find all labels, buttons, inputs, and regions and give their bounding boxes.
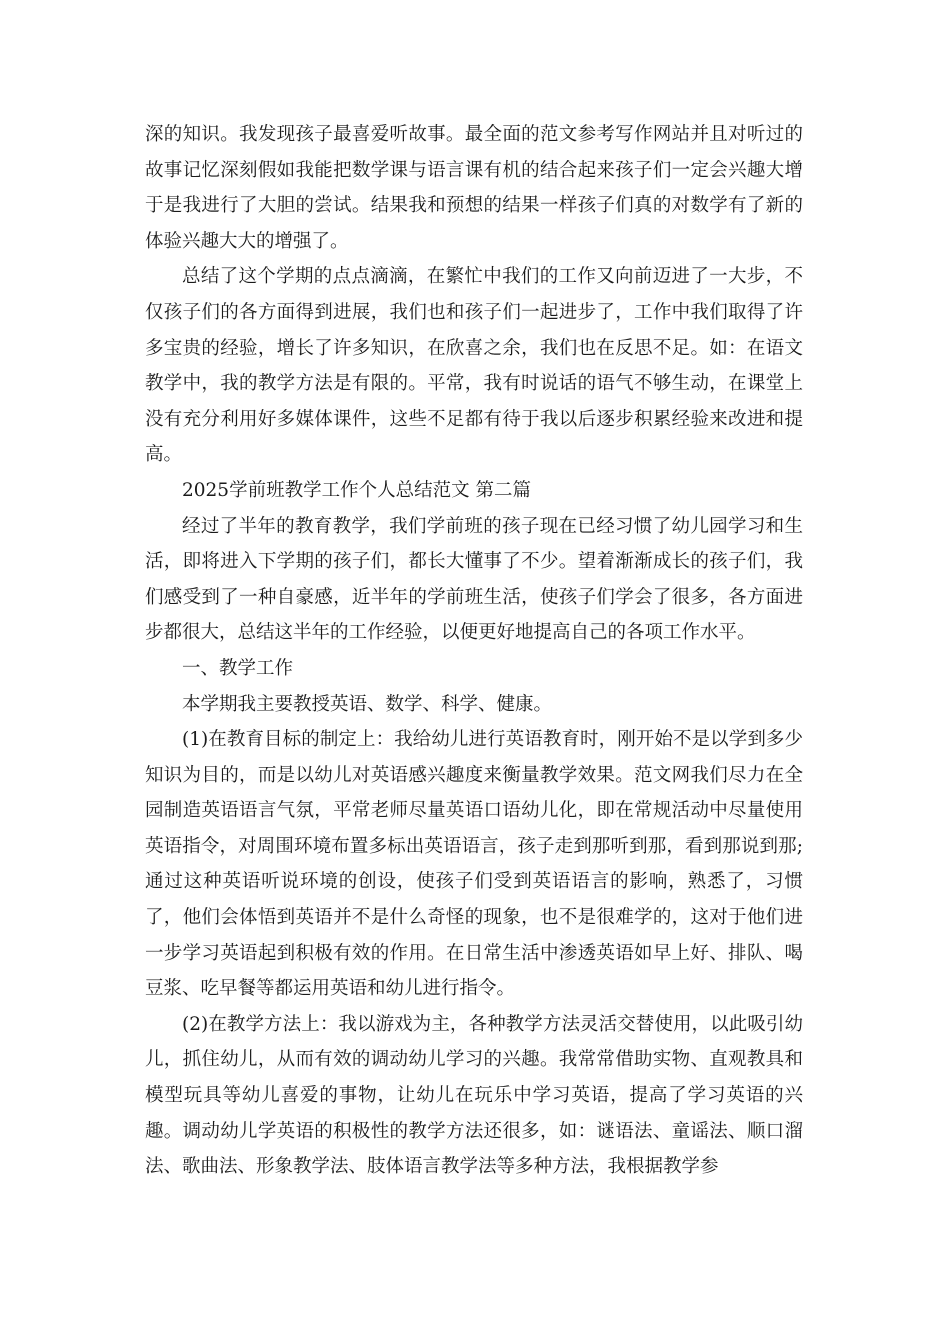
paragraph-item-2: (2)在教学方法上：我以游戏为主，各种教学方法灵活交替使用，以此吸引幼儿，抓住幼儿，从而有效的调动幼儿学习的兴趣。我常常借助实物、直观教具和模型玩具等幼儿喜爱的事物，让幼儿在玩乐中学习英语，提高了学习英语的兴趣。调动幼儿学英语的积极性的教学方法还很多，如：谜语法、童谣法、顺口溜法、歌曲法、形象教学法、肢体语言教学法等多种方法，我根据教学参	[145, 1013, 803, 1178]
paragraph-summary: 总结了这个学期的点点滴滴，在繁忙中我们的工作又向前迈进了一大步，不仅孩子们的各方面得到进展，我们也和孩子们一起进步了，工作中我们取得了许多宝贵的经验，增长了许多知识，在欣喜之余，我们也在反思不足。如：在语文教学中，我的教学方法是有限的。平常，我有时说话的语气不够生动，在课堂上没有充分利用好多媒体课件，这些不足都有待于我以后逐步积累经验来改进和提高。	[145, 266, 803, 466]
subheading-teaching-work: 一、教学工作	[182, 657, 294, 679]
document-body	[145, 117, 803, 1185]
paragraph-intro: 经过了半年的教育教学，我们学前班的孩子现在已经习惯了幼儿园学习和生活，即将进入下学期的孩子们，都长大懂事了不少。望着渐渐成长的孩子们，我们感受到了一种自豪感，近半年的学前班生活，使孩子们学会了很多，各方面进步都很大，总结这半年的工作经验，以便更好地提高自己的各项工作水平。	[145, 515, 803, 644]
section-title: 2025学前班教学工作个人总结范文 第二篇	[182, 479, 531, 501]
paragraph-subjects: 本学期我主要教授英语、数学、科学、健康。	[182, 693, 553, 715]
paragraph-item-1: (1)在教育目标的制定上：我给幼儿进行英语教育时，刚开始不是以学到多少知识为目的，而是以幼儿对英语感兴趣度来衡量教学效果。范文网我们尽力在全园制造英语语言气氛，平常老师尽量英语口语幼儿化，即在常规活动中尽量使用英语指令，对周围环境布置多标出英语语言，孩子走到那听到那，看到那说到那;通过这种英语听说环境的创设，使孩子们受到英语语言的影响，熟悉了，习惯了，他们会体悟到英语并不是什么奇怪的现象，也不是很难学的，这对于他们进一步学习英语起到积极有效的作用。在日常生活中渗透英语如早上好、排队、喝豆浆、吃早餐等都运用英语和幼儿进行指令。	[145, 729, 803, 1000]
paragraph-continuation: 深的知识。我发现孩子最喜爱听故事。最全面的范文参考写作网站并且对听过的故事记忆深刻假如我能把数学课与语言课有机的结合起来孩子们一定会兴趣大增于是我进行了大胆的尝试。结果我和预想的结果一样孩子们真的对数学有了新的体验兴趣大大的增强了。	[145, 124, 803, 252]
